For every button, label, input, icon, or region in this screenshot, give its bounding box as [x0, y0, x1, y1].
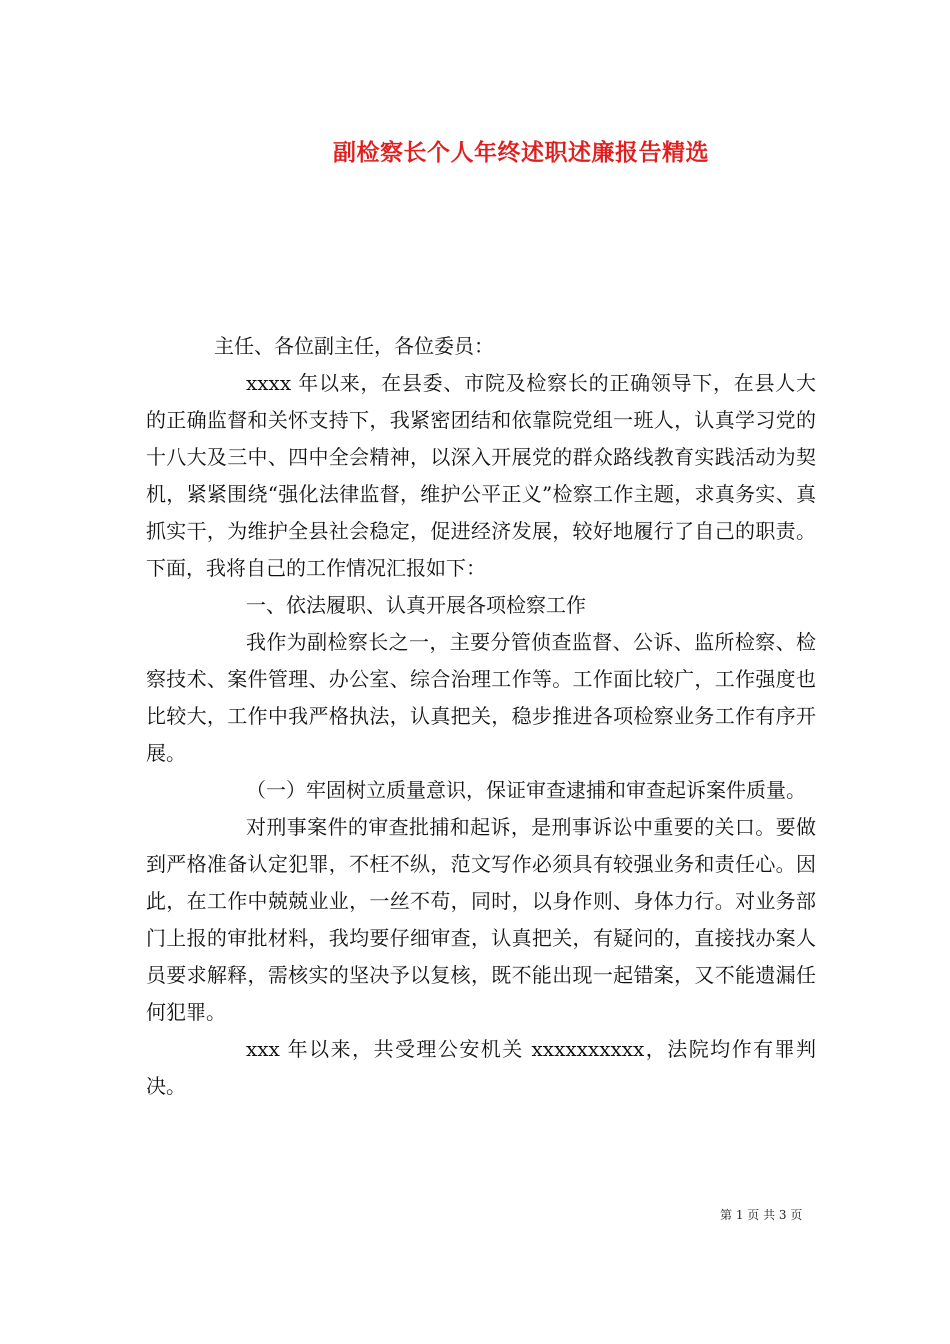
paragraph-duties: 我作为副检察长之一，主要分管侦查监督、公诉、监所检察、检察技术、案件管理、办公室、综合治理工作等。工作面比较广，工作强度也比较大，工作中我严格执法，认真把关，稳步推进各项检察业务工作有序开展。 — [146, 630, 816, 765]
section-heading-1: 一、依法履职、认真开展各项检察工作 — [246, 593, 586, 617]
subsection-heading-1: （一）牢固树立质量意识，保证审查逮捕和审查起诉案件质量。 — [246, 778, 806, 802]
paragraph-cases: xxx 年以来，共受理公安机关 xxxxxxxxxx，法院均作有罪判决。 — [146, 1037, 816, 1098]
page-number: 第 1 页 共 3 页 — [720, 1208, 803, 1222]
paragraph-review: 对刑事案件的审查批捕和起诉，是刑事诉讼中重要的关口。要做到严格准备认定犯罪，不枉不纵，范文写作必须具有较强业务和责任心。因此，在工作中兢兢业业，一丝不苟，同时，以身作则、身体力行。对业务部门上报的审批材料，我均要仔细审查，认真把关，有疑问的，直接找办案人员要求解释，需核实的坚决予以复核，既不能出现一起错案，又不能遗漏任何犯罪。 — [146, 815, 816, 1024]
paragraph-intro: xxxx 年以来，在县委、市院及检察长的正确领导下，在县人大的正确监督和关怀支持下，我紧密团结和依靠院党组一班人，认真学习党的十八大及三中、四中全会精神，以深入开展党的群众路线教育实践活动为契机，紧紧围绕“强化法律监督，维护公平正义”检察工作主题，求真务实、真抓实干，为维护全县社会稳定，促进经济发展，较好地履行了自己的职责。下面，我将自己的工作情况汇报如下： — [146, 371, 816, 580]
greeting: 主任、各位副主任，各位委员： — [214, 334, 494, 358]
document-title: 副检察长个人年终述职述廉报告精选 — [333, 139, 709, 166]
document-body — [146, 328, 816, 1105]
